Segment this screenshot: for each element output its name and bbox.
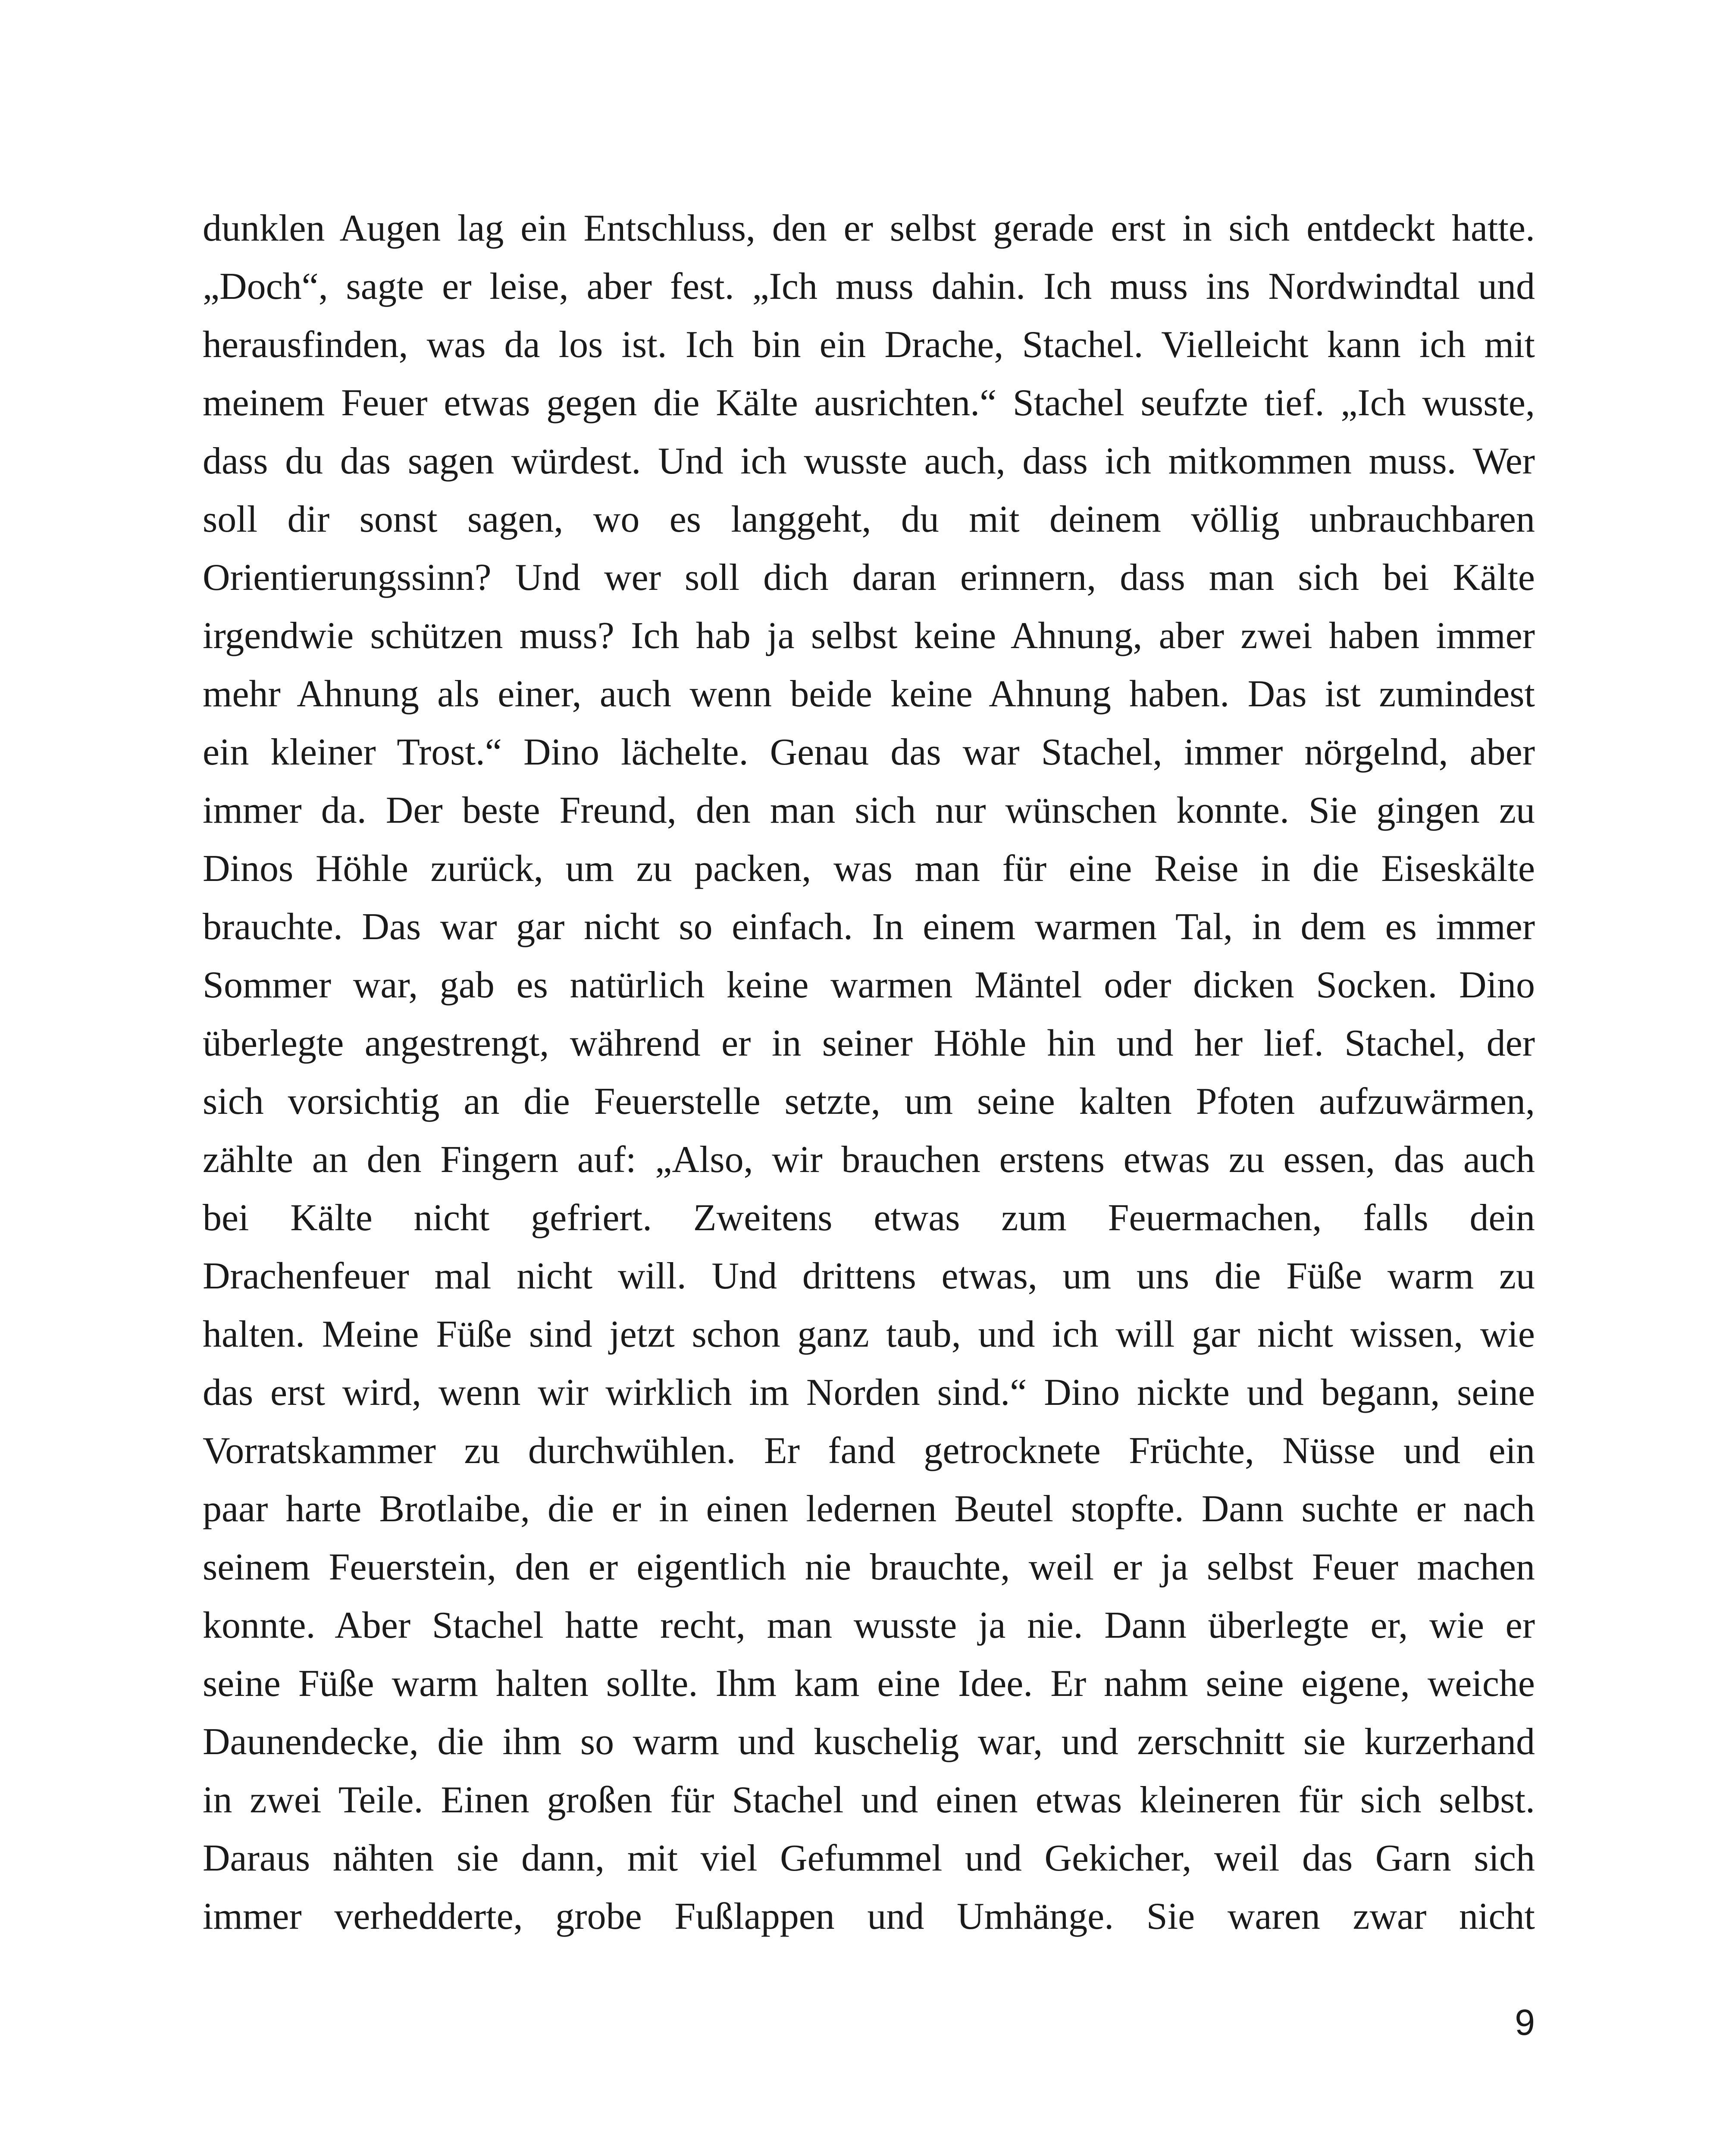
text-line: brauchte. Das war gar nicht so einfach. In einem warmen Tal, in dem es immer [203, 906, 1535, 948]
text-line: konnte. Aber Stachel hatte recht, man wusste ja nie. Dann überlegte er, wie er [203, 1604, 1535, 1646]
text-line: soll dir sonst sagen, wo es langgeht, du mit deinem völlig unbrauchbaren [203, 498, 1535, 540]
text-line: meinem Feuer etwas gegen die Kälte ausrichten.“ Stachel seufzte tief. „Ich wusste, [203, 382, 1535, 424]
text-line: immer verhedderte, grobe Fußlappen und Umhänge. Sie waren zwar nicht [203, 1896, 1535, 1937]
text-line: in zwei Teile. Einen großen für Stachel und einen etwas kleineren für sich selbst. [203, 1779, 1535, 1821]
text-line: überlegte angestrengt, während er in seiner Höhle hin und her lief. Stachel, der [203, 1022, 1535, 1064]
text-line: dunklen Augen lag ein Entschluss, den er selbst gerade erst in sich entdeckt hatte. [203, 207, 1535, 249]
text-line: bei Kälte nicht gefriert. Zweitens etwas zum Feuermachen, falls dein [203, 1197, 1535, 1239]
text-line: paar harte Brotlaibe, die er in einen ledernen Beutel stopfte. Dann suchte er nach [203, 1488, 1535, 1530]
text-line: seinem Feuerstein, den er eigentlich nie brauchte, weil er ja selbst Feuer machen [203, 1546, 1535, 1588]
text-line: irgendwie schützen muss? Ich hab ja selbst keine Ahnung, aber zwei haben immer [203, 615, 1535, 657]
text-line: immer da. Der beste Freund, den man sich nur wünschen konnte. Sie gingen zu [203, 790, 1535, 831]
text-line: halten. Meine Füße sind jetzt schon ganz taub, und ich will gar nicht wissen, wie [203, 1313, 1535, 1355]
text-line: seine Füße warm halten sollte. Ihm kam eine Idee. Er nahm seine eigene, weiche [203, 1663, 1535, 1705]
text-line: das erst wird, wenn wir wirklich im Norden sind.“ Dino nickte und begann, seine [203, 1372, 1535, 1413]
text-line: herausfinden, was da los ist. Ich bin ein Drache, Stachel. Vielleicht kann ich mit [203, 324, 1535, 366]
text-line: Daraus nähten sie dann, mit viel Gefummel und Gekicher, weil das Garn sich [203, 1837, 1535, 1879]
text-line: „Doch“, sagte er leise, aber fest. „Ich muss dahin. Ich muss ins Nordwindtal und [203, 266, 1535, 307]
body-text [203, 199, 1535, 1946]
text-line: Daunendecke, die ihm so warm und kuschelig war, und zerschnitt sie kurzerhand [203, 1721, 1535, 1763]
page-number: 9 [1515, 2002, 1535, 2043]
text-line: zählte an den Fingern auf: „Also, wir brauchen erstens etwas zu essen, das auch [203, 1139, 1535, 1181]
text-line: Vorratskammer zu durchwühlen. Er fand getrocknete Früchte, Nüsse und ein [203, 1430, 1535, 1472]
text-line: sich vorsichtig an die Feuerstelle setzte, um seine kalten Pfoten aufzuwärmen, [203, 1081, 1535, 1122]
text-line: ein kleiner Trost.“ Dino lächelte. Genau das war Stachel, immer nörgelnd, aber [203, 731, 1535, 773]
text-line: Orientierungssinn? Und wer soll dich daran erinnern, dass man sich bei Kälte [203, 557, 1535, 599]
text-line: Dinos Höhle zurück, um zu packen, was man für eine Reise in die Eiseskälte [203, 848, 1535, 890]
text-line: Sommer war, gab es natürlich keine warmen Mäntel oder dicken Socken. Dino [203, 964, 1535, 1006]
text-line: mehr Ahnung als einer, auch wenn beide keine Ahnung haben. Das ist zumindest [203, 673, 1535, 715]
text-line: Drachenfeuer mal nicht will. Und drittens etwas, um uns die Füße warm zu [203, 1255, 1535, 1297]
text-line: dass du das sagen würdest. Und ich wusste auch, dass ich mitkommen muss. Wer [203, 440, 1535, 482]
